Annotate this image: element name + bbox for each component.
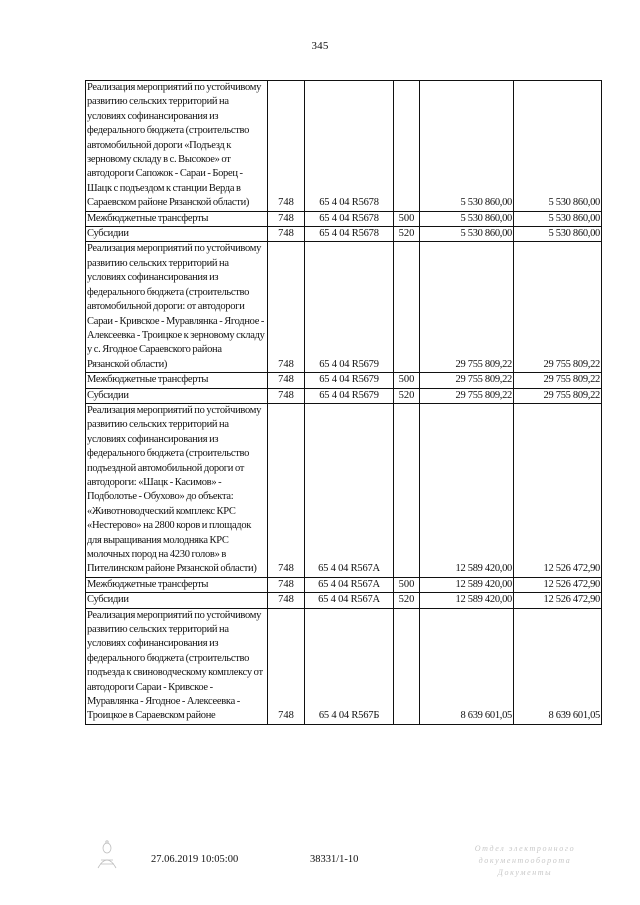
cell-amount-executed: 29 755 809,22 [514,388,602,403]
cell-amount-planned: 29 755 809,22 [420,388,514,403]
cell-ministry-code: 748 [268,211,305,226]
cell-name: Субсидии [86,593,268,608]
cell-amount-executed: 5 530 860,00 [514,81,602,212]
cell-ministry-code: 748 [268,81,305,212]
cell-csr-code: 65 4 04 R5679 [305,242,394,373]
cell-ministry-code: 748 [268,608,305,724]
table-row [86,211,602,226]
table-row [86,593,602,608]
cell-csr-code: 65 4 04 R567А [305,577,394,592]
cell-csr-code: 65 4 04 R567Б [305,608,394,724]
cell-ministry-code: 748 [268,577,305,592]
cell-amount-executed: 12 526 472,90 [514,577,602,592]
cell-ministry-code: 748 [268,242,305,373]
table-row [86,577,602,592]
cell-csr-code: 65 4 04 R567А [305,593,394,608]
cell-amount-executed: 12 526 472,90 [514,403,602,577]
seal-mark-icon [92,838,122,872]
cell-expense-type: 500 [394,577,420,592]
cell-name: Реализация мероприятий по устойчивому развитию сельских территорий на условиях софинансирования из федерального бюджета (строительство автомобильной дороги: от автодороги Сараи - Кривское - Муравлянка - Ягодное - Алексеевка - Троицкое к зерновому складу у с. Ягодное Сараевского района Рязанской области) [86,242,268,373]
cell-amount-planned: 5 530 860,00 [420,227,514,242]
cell-expense-type: 520 [394,593,420,608]
stamp-line-2: Документы [497,868,553,877]
stamp-line-1: Отдел электронного документооборота [474,844,576,865]
cell-name: Межбюджетные трансферты [86,577,268,592]
table-row [86,608,602,724]
cell-amount-planned: 8 639 601,05 [420,608,514,724]
cell-amount-planned: 5 530 860,00 [420,81,514,212]
cell-name: Межбюджетные трансферты [86,211,268,226]
cell-csr-code: 65 4 04 R5678 [305,227,394,242]
table-row [86,403,602,577]
footer-document-id: 38331/1-10 [310,854,359,865]
cell-amount-executed: 12 526 472,90 [514,593,602,608]
footer-datetime: 27.06.2019 10:05:00 [151,854,239,865]
cell-csr-code: 65 4 04 R567А [305,403,394,577]
table-row [86,388,602,403]
cell-expense-type: 520 [394,388,420,403]
cell-amount-executed: 29 755 809,22 [514,373,602,388]
table-row [86,81,602,212]
cell-csr-code: 65 4 04 R5679 [305,373,394,388]
budget-table-body [86,81,602,725]
cell-name: Реализация мероприятий по устойчивому развитию сельских территорий на условиях софинансирования из федерального бюджета (строительство подъездной автомобильной дороги от автодороги: «Шацк - Касимов» - Подболотье - Обухово» до объекта: «Животноводческий комплекс КРС «Нестерово» на 2800 коров и площадок для выращивания молодняка КРС молочных пород на 4230 голов» в Пителинском районе Рязанской области) [86,403,268,577]
cell-amount-planned: 29 755 809,22 [420,373,514,388]
table-row [86,227,602,242]
cell-expense-type: 500 [394,211,420,226]
cell-ministry-code: 748 [268,227,305,242]
cell-amount-executed: 5 530 860,00 [514,227,602,242]
cell-amount-executed: 8 639 601,05 [514,608,602,724]
cell-name: Реализация мероприятий по устойчивому развитию сельских территорий на условиях софинансирования из федерального бюджета (строительство автомобильной дороги «Подъезд к зерновому складу в с. Высокое» от автодороги Сапожок - Сараи - Борец - Шацк с подъездом к станции Верда в Сараевском районе Рязанской области) [86,81,268,212]
cell-csr-code: 65 4 04 R5678 [305,211,394,226]
cell-expense-type: 500 [394,373,420,388]
table-row [86,373,602,388]
budget-table [85,80,602,725]
cell-name: Межбюджетные трансферты [86,373,268,388]
cell-amount-planned: 5 530 860,00 [420,211,514,226]
cell-amount-planned: 12 589 420,00 [420,593,514,608]
cell-expense-type [394,608,420,724]
cell-name: Субсидии [86,227,268,242]
cell-amount-planned: 29 755 809,22 [420,242,514,373]
cell-name: Субсидии [86,388,268,403]
cell-amount-planned: 12 589 420,00 [420,403,514,577]
page-number: 345 [311,40,329,52]
cell-ministry-code: 748 [268,403,305,577]
cell-expense-type: 520 [394,227,420,242]
cell-expense-type [394,403,420,577]
cell-expense-type [394,81,420,212]
cell-amount-executed: 29 755 809,22 [514,242,602,373]
registration-stamp [450,843,600,879]
cell-amount-executed: 5 530 860,00 [514,211,602,226]
cell-expense-type [394,242,420,373]
cell-csr-code: 65 4 04 R5678 [305,81,394,212]
cell-ministry-code: 748 [268,593,305,608]
cell-name: Реализация мероприятий по устойчивому развитию сельских территорий на условиях софинансирования из федерального бюджета (строительство подъезда к свиноводческому комплексу от автодороги Сараи - Кривское - Муравлянка - Ягодное - Алексеевка - Троицкое в Сараевском районе [86,608,268,724]
cell-ministry-code: 748 [268,388,305,403]
cell-amount-planned: 12 589 420,00 [420,577,514,592]
cell-ministry-code: 748 [268,373,305,388]
cell-csr-code: 65 4 04 R5679 [305,388,394,403]
table-row [86,242,602,373]
